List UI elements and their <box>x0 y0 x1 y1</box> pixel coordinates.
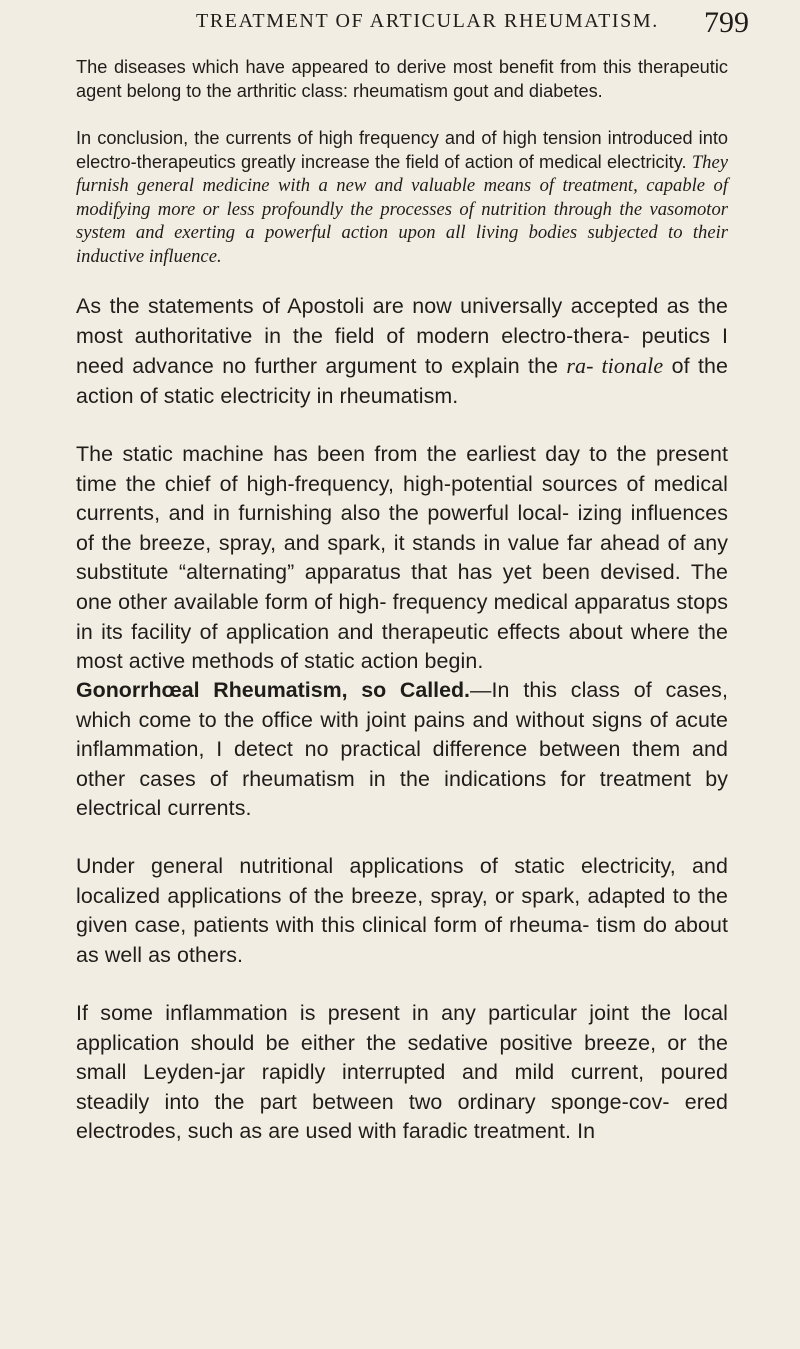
paragraph-conclusion <box>76 127 728 269</box>
paragraph-roman-text: of the action of static electricity in rheumatism. <box>76 354 728 408</box>
paragraph-text: The static machine has been from the earliest day to the present time the chief of high-frequency, high-potential sources of medical currents, and in furnishing also the powerful local- izing influences of the breeze, spray, and spark, it stands in value far ahead of any substitute “alternating” apparatus that has yet been devised. The one other available form of high- frequency medical apparatus stops in its facility of application and therapeutic effects about where the most active methods of static action begin. <box>76 442 728 674</box>
paragraph-roman-text: In conclusion, the currents of high frequency and of high tension introduced into electro-therapeutics greatly increase the field of action of medical electricity. <box>76 128 728 172</box>
paragraph-arthritic-class <box>76 56 728 103</box>
section-run-in-heading: Gonorrhœal Rheumatism, so Called. <box>76 678 471 702</box>
paragraph-inflammation <box>76 999 728 1147</box>
paragraph-text: The diseases which have appeared to derive most benefit from this therapeutic agent belong to the arthritic class: rheumatism gout and diabetes. <box>76 57 728 101</box>
paragraph-text <box>76 127 728 269</box>
paragraph-text: Under general nutritional applications of static electricity, and localized applications of the breeze, spray, or spark, adapted to the given case, patients with this clinical form of rheuma- tism do about as well as others. <box>76 854 728 967</box>
paragraph-static-machine <box>76 440 728 677</box>
paragraph-italic-text: They furnish general medicine with a new and valuable means of treatment, capable of modifying more or less profoundly the processes of nutrition through the vasomotor system and exerting a powerful action upon all living bodies subjected to their inductive influence. <box>76 151 728 267</box>
paragraph-text <box>76 676 728 824</box>
running-head: TREATMENT OF ARTICULAR RHEUMATISM. <box>196 10 659 32</box>
paragraph-gonorrhoeal <box>76 676 728 824</box>
paragraph-text: If some inflammation is present in any particular joint the local application should be either the sedative positive breeze, or the small Leyden-jar rapidly interrupted and mild current, poured steadily into the part between two ordinary sponge-cov- ered electrodes, such as are used with faradic treatment. In <box>76 1001 728 1144</box>
page-number: 799 <box>704 6 749 39</box>
page-header <box>0 4 800 44</box>
paragraph-roman-text: —In this class of cases, which come to the office with joint pains and without signs of acute inflammation, I detect no practical difference between them and other cases of rheumatism in the indications for treatment by electrical currents. <box>76 678 729 821</box>
paragraph-text <box>76 292 728 411</box>
paragraph-apostoli <box>76 292 728 411</box>
paragraph-roman-text: As the statements of Apostoli are now universally accepted as the most authoritative in the field of modern electro-thera- peutics I need advance no further argument to explain the <box>76 294 728 379</box>
paragraph-nutritional <box>76 852 728 970</box>
paragraph-italic-text: ra- tionale <box>566 353 664 379</box>
